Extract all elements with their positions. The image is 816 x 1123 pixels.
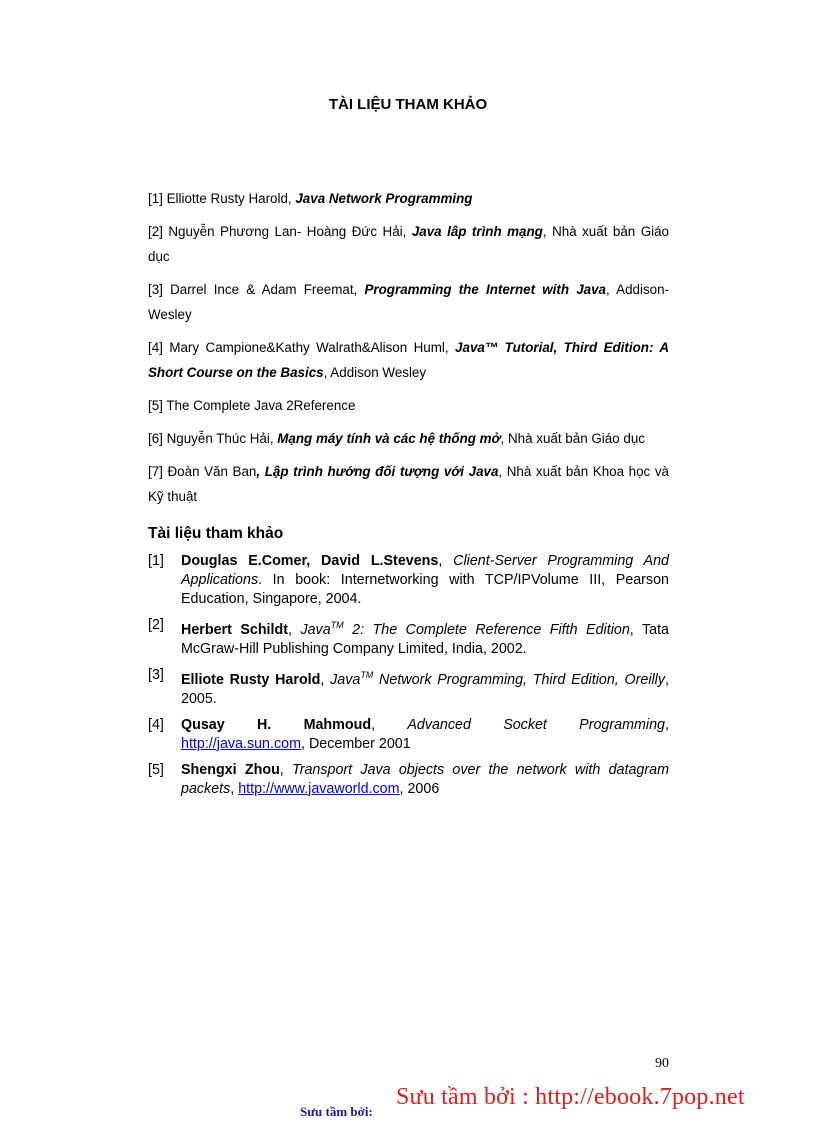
reference-link[interactable]: http://java.sun.com [181,735,301,752]
section-heading: Tài liệu tham khảo [148,525,284,542]
reference-item: [5] Shengxi Zhou, Transport Java objects over the network with datagram packets, http://www.javaworld.com, 2006 [148,761,669,797]
reference-item: [1] Elliotte Rusty Harold, Java Network Programming [148,191,473,206]
page-title: TÀI LIỆU THAM KHẢO [328,96,488,113]
reference-item: [1] Douglas E.Comer, David L.Stevens, Client-Server Programming And Applications. In book: Internetworking with TCP/IPVolume III, Pearson Education, Singapore, 2004. [148,553,669,607]
reference-item: [5] The Complete Java 2Reference [148,398,356,413]
page-number: 90 [655,1056,669,1071]
footer-credit-label: Sưu tầm bởi: [300,1104,373,1119]
reference-link[interactable]: http://www.javaworld.com [238,780,400,797]
reference-item: [3] Elliote Rusty Harold, Java™ Network Programming, Third Edition, Oreilly, 2005. [148,666,669,707]
reference-item: [4] Qusay H. Mahmoud, Advanced Socket Programming, http://java.sun.com, December 2001 [148,716,669,752]
reference-list-english [148,552,669,806]
reference-item: [3] Darrel Ince & Adam Freemat, Programming the Internet with Java, Addison-Wesley [148,282,670,322]
reference-item: [6] Nguyễn Thúc Hải, Mạng máy tính và các hệ thống mở, Nhà xuất bản Giáo dục [148,431,645,446]
reference-item: [4] Mary Campione&Kathy Walrath&Alison Huml, Java™ Tutorial, Third Edition: A Short Course on the Basics, Addison Wesley [148,340,670,380]
reference-item: [7] Đoàn Văn Ban, Lập trình hướng đối tượng với Java, Nhà xuất bản Khoa học và Kỹ thuật [148,464,669,504]
source-watermark: Sưu tầm bởi : http://ebook.7pop.net [396,1084,745,1110]
reference-item: [2] Nguyễn Phương Lan- Hoàng Đức Hải, Java lâp trình mạng, Nhà xuất bản Giáo dục [148,224,670,264]
reference-list-vietnamese [148,186,669,517]
reference-item: [2] Herbert Schildt, Java™ 2: The Complete Reference Fifth Edition, Tata McGraw-Hill Publishing Company Limited, India, 2002. [148,617,669,657]
